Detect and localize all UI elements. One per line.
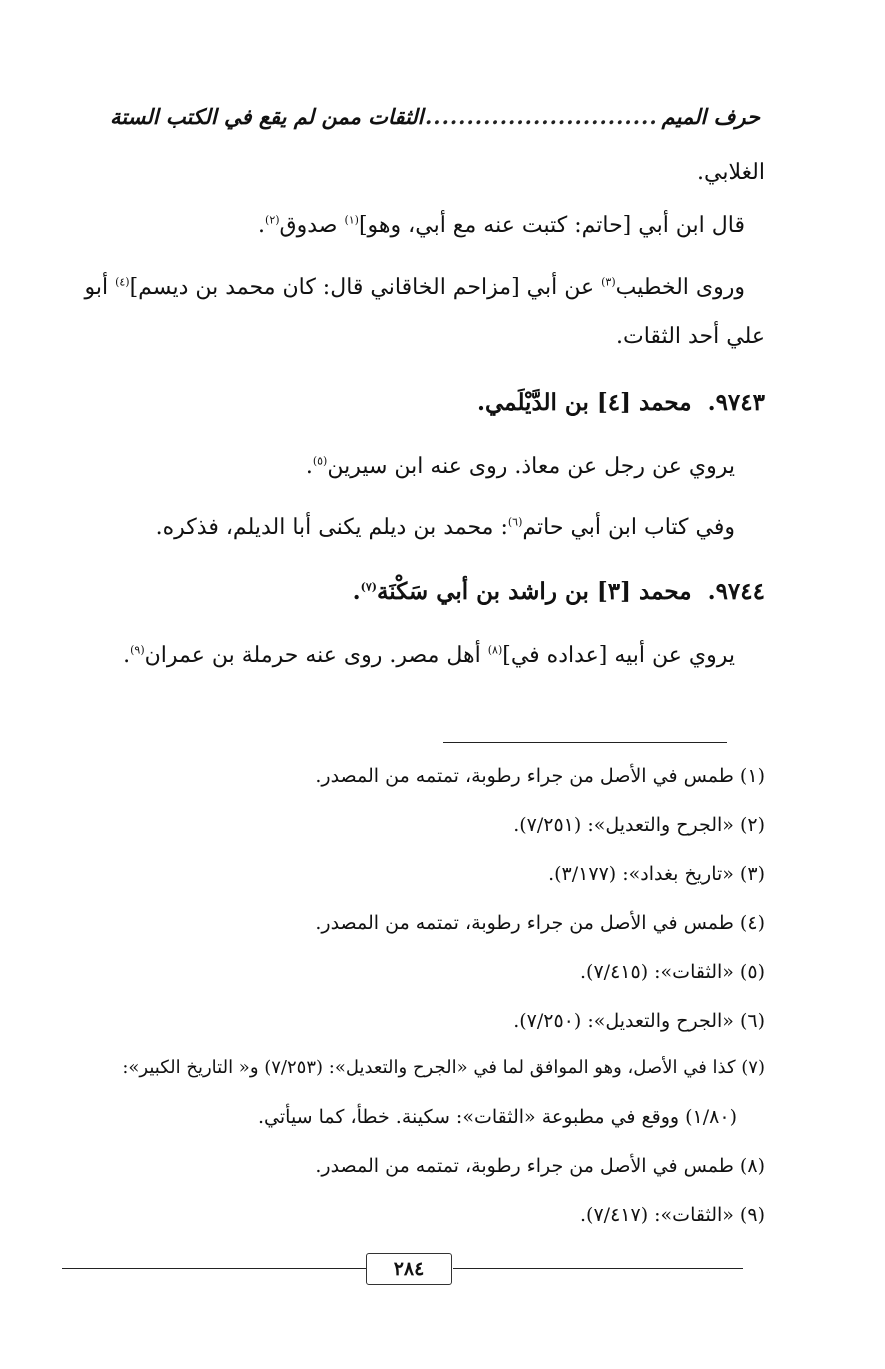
- footnote-separator: [443, 742, 727, 743]
- footnote-8: (٨) طمس في الأصل من جراء رطوبة، تمتمه من المصدر.: [315, 1155, 765, 1177]
- footnote-ref-7[interactable]: (٧): [360, 580, 377, 594]
- body-line-5: يروي عن رجل عن معاذ. روى عنه ابن سيرين$^{(٥)}$.: [305, 454, 735, 479]
- footer-rule-left: [62, 1268, 366, 1269]
- footer-rule-right: [453, 1268, 743, 1269]
- footnote-ref-3[interactable]: (٣): [601, 275, 616, 289]
- entry-name: محمد [٤] بن الدَّيْلَمي.: [476, 389, 692, 416]
- entry-9744-heading: ٩٧٤٤. محمد [٣] بن راشد بن أبي سَكْنَة$^{(٧)}$.: [352, 578, 765, 605]
- running-header: [110, 96, 760, 136]
- footnote-ref-4[interactable]: (٤): [115, 275, 130, 289]
- body-line-7: يروي عن أبيه [عداده في]$^{(٨)}$ أهل مصر. روى عنه حرملة بن عمران$^{(٩)}$.: [123, 643, 735, 668]
- footnote-5: (٥) «الثقات»: (٧/٤١٥).: [580, 961, 765, 983]
- body-line-6: وفي كتاب ابن أبي حاتم$^{(٦)}$: محمد بن ديلم يكنى أبا الديلم، فذكره.: [155, 515, 735, 540]
- footnote-ref-5[interactable]: (٥): [312, 454, 328, 468]
- footnote-2: (٢) «الجرح والتعديل»: (٧/٢٥١).: [513, 814, 765, 836]
- header-leader-dots: [424, 104, 662, 129]
- body-line-4: علي أحد الثقات.: [616, 324, 765, 349]
- footnote-4: (٤) طمس في الأصل من جراء رطوبة، تمتمه من المصدر.: [315, 912, 765, 934]
- body-line-1: الغلابي.: [696, 160, 765, 185]
- footnote-ref-2[interactable]: (٢): [265, 213, 280, 227]
- page-number: ٢٨٤: [366, 1253, 452, 1285]
- footnote-ref-8[interactable]: (٨): [487, 643, 503, 657]
- footnote-ref-9[interactable]: (٩): [130, 643, 145, 657]
- footnote-3: (٣) «تاريخ بغداد»: (٣/١٧٧).: [548, 863, 765, 885]
- footnote-7: (٧) كذا في الأصل، وهو الموافق لما في «الجرح والتعديل»: (٧/٢٥٣) و« التاريخ الكبير»:: [122, 1057, 765, 1078]
- header-book-title: الثقات ممن لم يقع في الكتب الستة: [110, 103, 424, 129]
- entry-number: ٩٧٤٤.: [707, 578, 765, 605]
- header-chapter: حرف الميم: [661, 103, 760, 129]
- entry-name: محمد [٣] بن راشد بن أبي سَكْنَة: [376, 578, 692, 605]
- footnote-7-continued: (١/٨٠) ووقع في مطبوعة «الثقات»: سكينة. خطأ، كما سيأتي.: [257, 1106, 737, 1128]
- footnote-9: (٩) «الثقات»: (٧/٤١٧).: [580, 1204, 765, 1226]
- body-line-2: قال ابن أبي [حاتم: كتبت عنه مع أبي، وهو]$^{(١)}$ صدوق$^{(٢)}$.: [258, 213, 745, 238]
- footnote-ref-1[interactable]: (١): [344, 213, 359, 227]
- footnote-1: (١) طمس في الأصل من جراء رطوبة، تمتمه من المصدر.: [315, 765, 765, 787]
- body-line-3: وروى الخطيب$^{(٣)}$ عن أبي [مزاحم الخاقاني قال: كان محمد بن ديسم]$^{(٤)}$ أبو: [84, 275, 745, 300]
- entry-9743-heading: [477, 383, 765, 423]
- entry-number: ٩٧٤٣.: [707, 389, 765, 416]
- footnote-6: (٦) «الجرح والتعديل»: (٧/٢٥٠).: [513, 1010, 765, 1032]
- footnote-ref-6[interactable]: (٦): [507, 515, 523, 529]
